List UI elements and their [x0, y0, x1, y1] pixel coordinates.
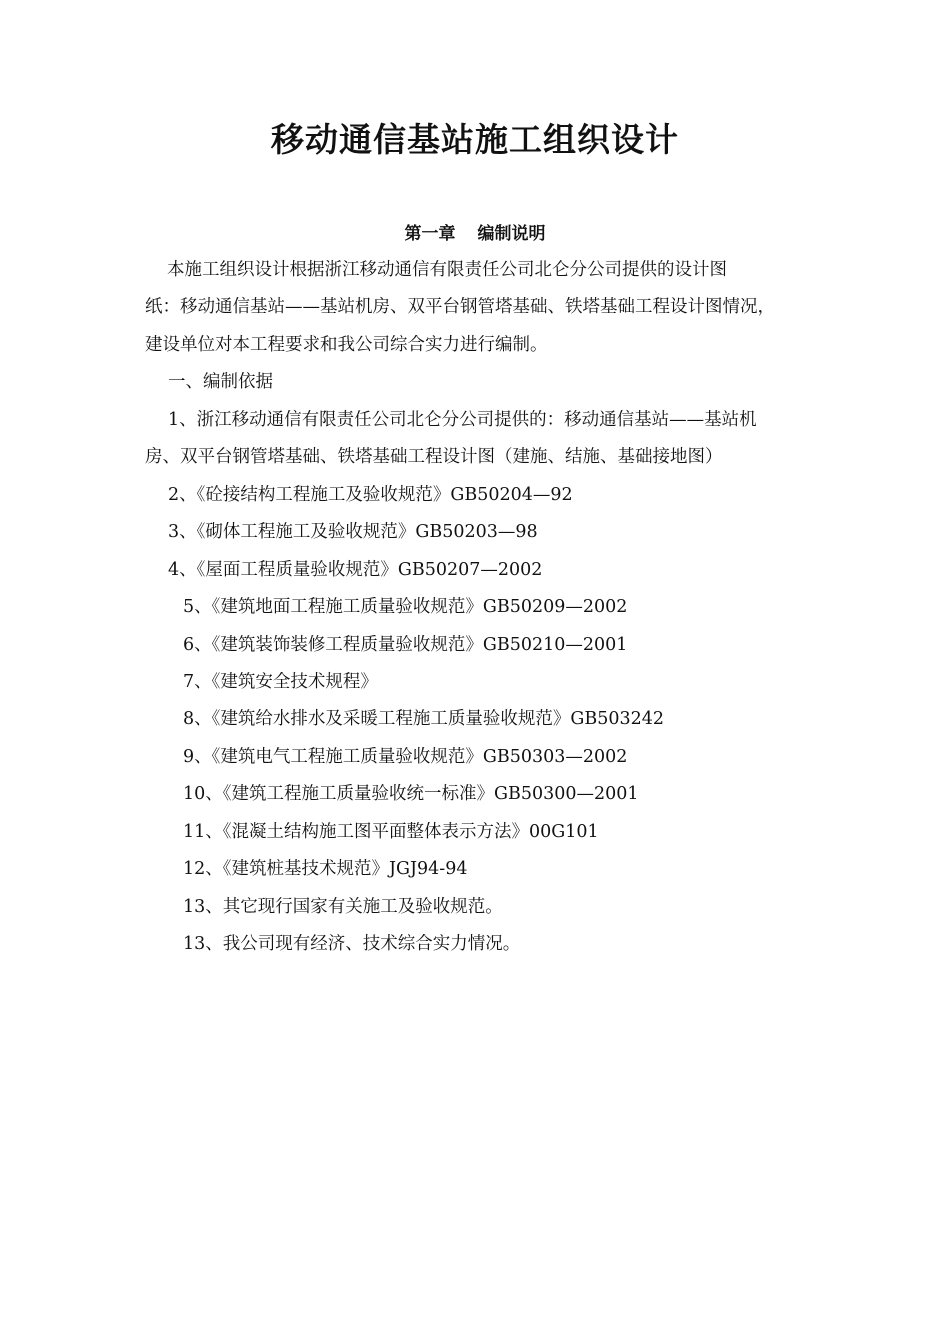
- list-item-continuation: 房、双平台钢管塔基础、铁塔基础工程设计图（建施、结施、基础接地图）: [145, 447, 723, 467]
- list-item: 3、《砌体工程施工及验收规范》GB50203—98: [168, 522, 538, 542]
- list-item: 6、《建筑装饰装修工程质量验收规范》GB50210—2001: [183, 635, 628, 655]
- list-item: 7、《建筑安全技术规程》: [183, 672, 378, 692]
- list-item: 11、《混凝土结构施工图平面整体表示方法》00G101: [183, 822, 599, 842]
- list-item: 5、《建筑地面工程施工质量验收规范》GB50209—2002: [183, 597, 628, 617]
- intro-line: 建设单位对本工程要求和我公司综合实力进行编制。: [145, 335, 548, 355]
- page-title: 移动通信基站施工组织设计: [271, 120, 679, 159]
- chapter-name: 编制说明: [477, 224, 546, 244]
- list-item: 12、《建筑桩基技术规范》JGJ94-94: [183, 859, 468, 879]
- intro-line: 本施工组织设计根据浙江移动通信有限责任公司北仑分公司提供的设计图: [167, 260, 727, 280]
- intro-line: 纸：移动通信基站——基站机房、双平台钢管塔基础、铁塔基础工程设计图情况，: [145, 297, 775, 317]
- list-item: 8、《建筑给水排水及采暖工程施工质量验收规范》GB503242: [183, 709, 665, 729]
- list-item: 2、《砼接结构工程施工及验收规范》GB50204—92: [168, 485, 573, 505]
- list-item: 13、我公司现有经济、技术综合实力情况。: [183, 934, 521, 954]
- list-item: 13、其它现行国家有关施工及验收规范。: [183, 897, 503, 917]
- list-item: 1、浙江移动通信有限责任公司北仑分公司提供的：移动通信基站——基站机: [168, 410, 757, 430]
- list-item: 10、《建筑工程施工质量验收统一标准》GB50300—2001: [183, 784, 639, 804]
- chapter-number: 第一章: [404, 224, 456, 244]
- list-item: 4、《屋面工程质量验收规范》GB50207—2002: [168, 560, 543, 580]
- chapter-heading: [0, 222, 950, 246]
- section-heading: 一、编制依据: [168, 372, 273, 392]
- list-item: 9、《建筑电气工程施工质量验收规范》GB50303—2002: [183, 747, 628, 767]
